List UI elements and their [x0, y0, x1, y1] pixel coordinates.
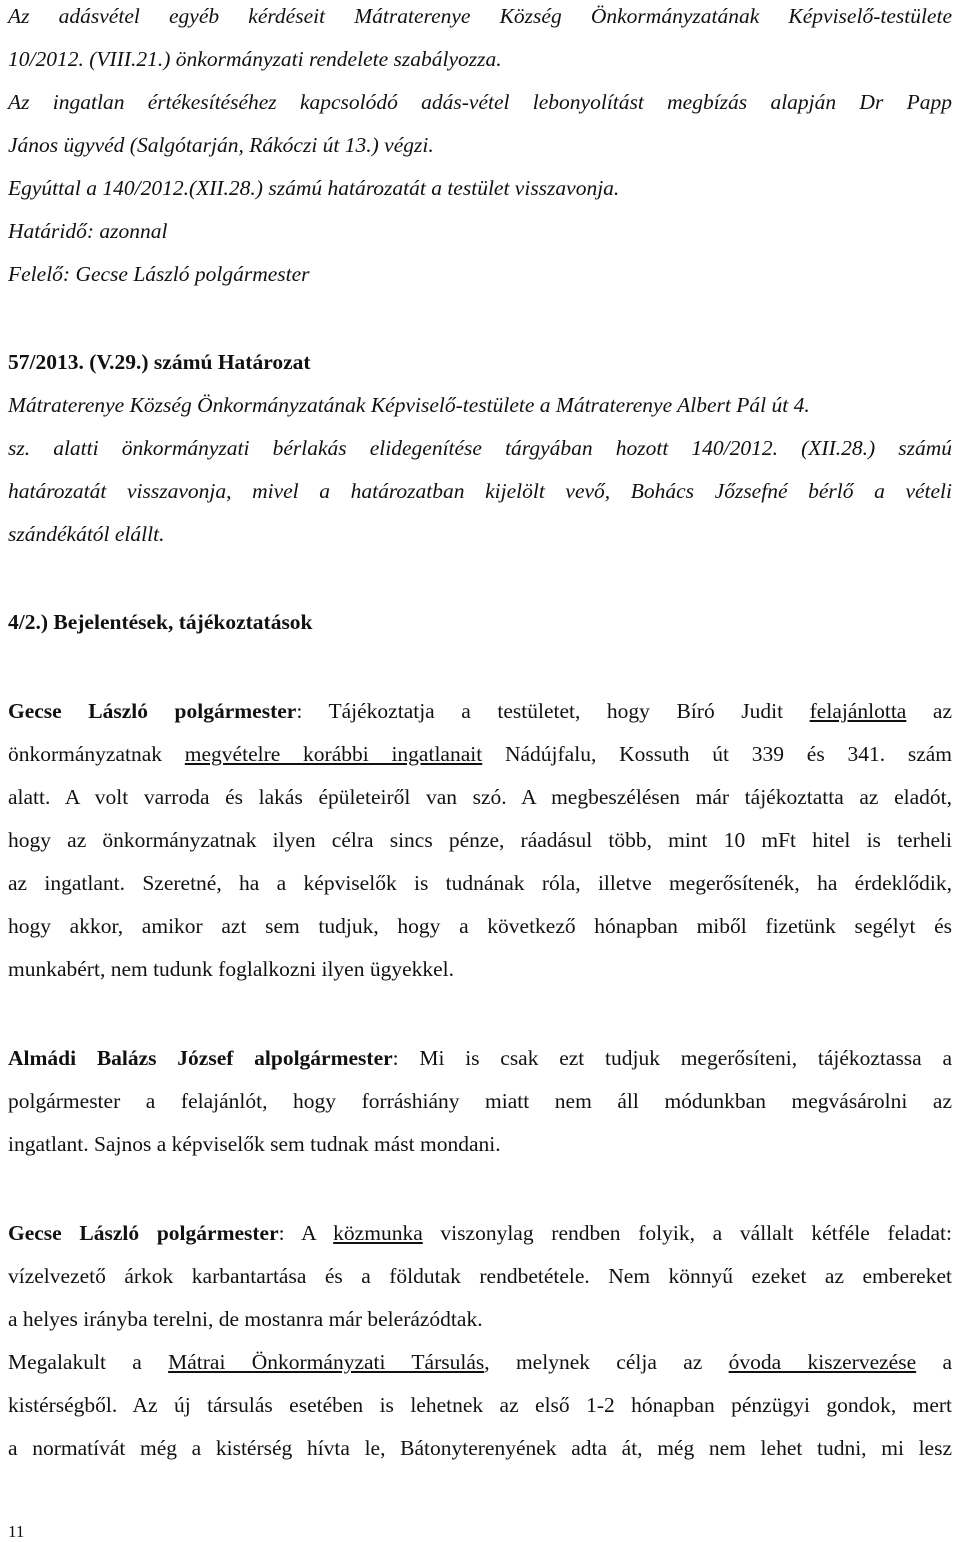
underlined-text: Mátrai Önkormányzati Társulás — [168, 1350, 485, 1374]
paragraph-line: kistérségből. Az új társulás esetében is lehetnek az első 1-2 hónapban pénzügyi gondok, mert — [8, 1393, 952, 1417]
paragraph-line: önkormányzatnak megvételre korábbi ingatlanait Nádújfalu, Kossuth út 339 és 341. szám — [8, 742, 953, 766]
speaker-name: Almádi Balázs József alpolgármester — [8, 1046, 393, 1070]
paragraph-line: hogy az önkormányzatnak ilyen célra sincs pénze, ráadásul több, mint 10 mFt hitel is terheli — [8, 828, 952, 852]
deadline-line: Határidő: azonnal — [8, 219, 168, 243]
paragraph-line: Megalakult a Mátrai Önkormányzati Társulás, melynek célja az óvoda kiszervezése a — [8, 1350, 952, 1374]
paragraph-line: hogy akkor, amikor azt sem tudjuk, hogy a következő hónapban miből fizetünk segélyt és — [8, 914, 952, 938]
paragraph-line: munkabért, nem tudunk foglalkozni ilyen ügyekkel. — [8, 957, 455, 981]
underlined-text: megvételre korábbi ingatlanait — [184, 742, 483, 766]
text-line: szándékától elállt. — [8, 522, 165, 546]
text-line: Mátraterenye Község Önkormányzatának Képviselő-testülete a Mátraterenye Albert Pál út 4. — [8, 393, 810, 417]
paragraph-line: a normatívát még a kistérség hívta le, Bátonyterenyének adta át, még nem lehet tudni, mi lesz — [8, 1436, 952, 1460]
underlined-text: óvoda kiszervezése — [728, 1350, 917, 1374]
paragraph-line: Almádi Balázs József alpolgármester: Mi is csak ezt tudjuk megerősíteni, tájékoztassa a — [8, 1046, 952, 1070]
paragraph-line: a helyes irányba terelni, de mostanra már belerázódtak. — [8, 1307, 483, 1331]
speaker-name: Gecse László polgármester — [8, 1221, 279, 1245]
resolution-heading: 57/2013. (V.29.) számú Határozat — [8, 350, 311, 374]
text-line: sz. alatti önkormányzati bérlakás elidegenítése tárgyában hozott 140/2012. (XII.28.) számú — [8, 436, 952, 460]
text-line: 10/2012. (VIII.21.) önkormányzati rendelete szabályozza. — [8, 47, 502, 71]
text-line: Egyúttal a 140/2012.(XII.28.) számú határozatát a testület visszavonja. — [8, 176, 620, 200]
underlined-text: közmunka — [333, 1221, 423, 1245]
paragraph-line: alatt. A volt varroda és lakás épületeiről van szó. A megbeszélésen már tájékoztatta az eladót, — [8, 785, 952, 809]
text-line: Az ingatlan értékesítéséhez kapcsolódó adás-vétel lebonyolítást megbízás alapján Dr Papp — [8, 90, 952, 114]
paragraph-line: Gecse László polgármester: A közmunka viszonylag rendben folyik, a vállalt kétféle feladat: — [8, 1221, 952, 1245]
paragraph-line: ingatlant. Sajnos a képviselők sem tudnak mást mondani. — [8, 1132, 501, 1156]
text-line: határozatát visszavonja, mivel a határozatban kijelölt vevő, Bohács Jőzsefné bérlő a vételi — [8, 479, 952, 503]
paragraph-line: vízelvezető árkok karbantartása és a földutak rendbetétele. Nem könnyű ezeket az embereket — [8, 1264, 952, 1288]
underlined-text: felajánlotta — [809, 699, 907, 723]
page-number: 11 — [8, 1522, 25, 1541]
speaker-name: Gecse László polgármester — [8, 699, 297, 723]
text-line: Az adásvétel egyéb kérdéseit Mátraterenye Község Önkormányzatának Képviselő-testülete — [8, 4, 952, 28]
text-line: János ügyvéd (Salgótarján, Rákóczi út 13.) végzi. — [8, 133, 434, 157]
paragraph-line: polgármester a felajánlót, hogy forráshiány miatt nem áll módunkban megvásárolni az — [8, 1089, 952, 1113]
paragraph-line: az ingatlant. Szeretné, ha a képviselők is tudnának róla, illetve megerősítenék, ha érdeklődik, — [8, 871, 952, 895]
responsible-line: Felelő: Gecse László polgármester — [8, 262, 310, 286]
section-heading: 4/2.) Bejelentések, tájékoztatások — [8, 610, 313, 634]
paragraph-line: Gecse László polgármester: Tájékoztatja a testületet, hogy Bíró Judit felajánlotta az — [8, 699, 952, 723]
